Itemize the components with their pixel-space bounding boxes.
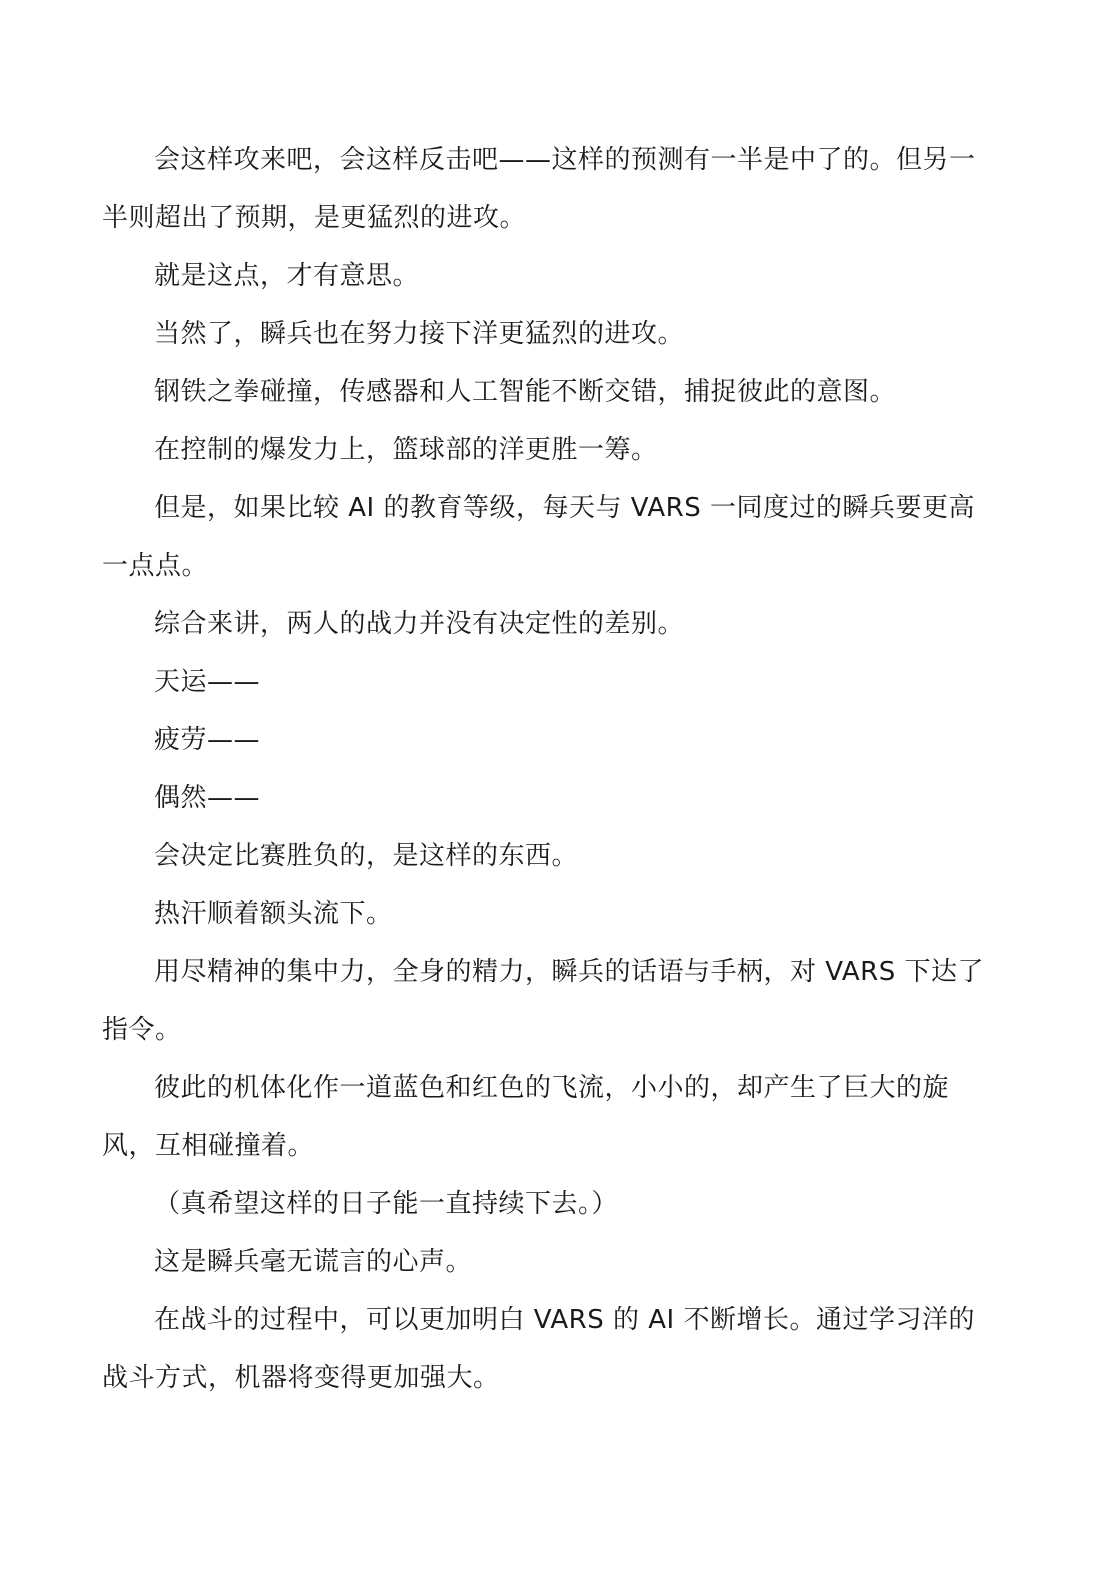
paragraph: 会这样攻来吧，会这样反击吧——这样的预测有一半是中了的。但另一半则超出了预期，是更猛烈的进攻。: [102, 145, 976, 233]
paragraph: 但是，如果比较 AI 的教育等级，每天与 VARS 一同度过的瞬兵要更高一点点。: [102, 493, 975, 581]
paragraph: 用尽精神的集中力，全身的精力，瞬兵的话语与手柄，对 VARS 下达了指令。: [102, 957, 985, 1045]
paragraph: 在控制的爆发力上，篮球部的洋更胜一筹。: [154, 435, 658, 465]
paragraph: 热汗顺着额头流下。: [154, 899, 393, 929]
paragraph: 天运——: [154, 667, 261, 697]
paragraph: （真希望这样的日子能一直持续下去。）: [154, 1189, 619, 1219]
paragraph: 会决定比赛胜负的，是这样的东西。: [154, 841, 579, 871]
paragraph: 钢铁之拳碰撞，传感器和人工智能不断交错，捕捉彼此的意图。: [154, 377, 897, 407]
paragraph: 综合来讲，两人的战力并没有决定性的差别。: [154, 609, 685, 639]
paragraph: 偶然——: [154, 783, 261, 813]
paragraph: 彼此的机体化作一道蓝色和红色的飞流，小小的，却产生了巨大的旋风，互相碰撞着。: [102, 1073, 950, 1161]
paragraph: 当然了，瞬兵也在努力接下洋更猛烈的进攻。: [154, 319, 685, 349]
body-text: [102, 131, 998, 1407]
paragraph: 疲劳——: [154, 725, 261, 755]
paragraph: 就是这点，才有意思。: [154, 261, 420, 291]
paragraph: 这是瞬兵毫无谎言的心声。: [154, 1247, 473, 1277]
paragraph: 在战斗的过程中，可以更加明白 VARS 的 AI 不断增长。通过学习洋的战斗方式，机器将变得更加强大。: [102, 1305, 975, 1393]
